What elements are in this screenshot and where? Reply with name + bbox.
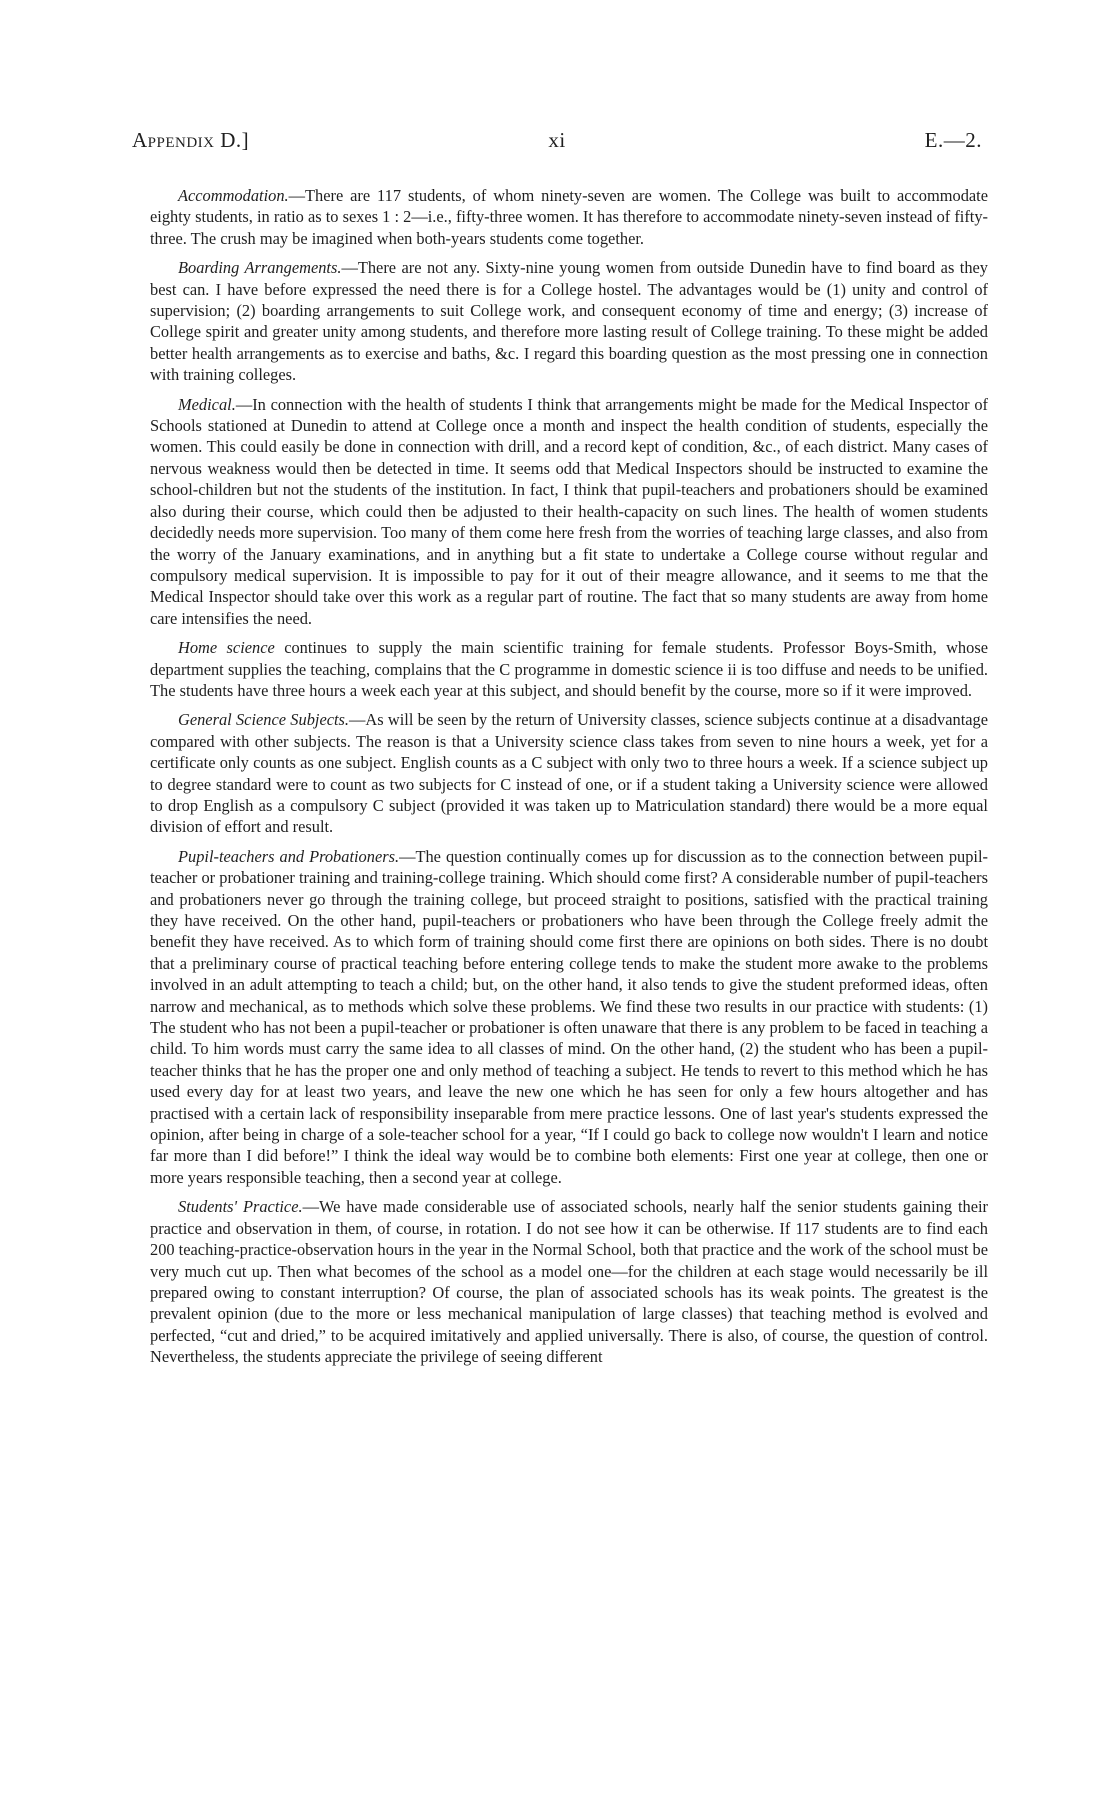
- header-reference: E.—2.: [924, 128, 982, 152]
- paragraph-medical: [150, 394, 988, 629]
- header-appendix: Appendix D.]: [132, 128, 250, 152]
- paragraph-heading: Pupil-teachers and Probationers.: [178, 846, 400, 866]
- paragraph-text: —We have made considerable use of associated schools, nearly half the senior students gaining their practice and observation in them, of course, in rotation. I do not see how it can be otherwise. If 117 students are to find each 200 teaching-practice-observation hours in the year in the Normal School, both that practice and the work of the school must be very much cut up. Then what becomes of the school as a model one—for the children at each stage would necessarily be ill prepared owing to constant interruption? Of course, the plan of associated schools has its weak points. The greatest is the prevalent opinion (due to the more or less mechanical manipulation of large classes) that teaching method is evolved and perfected, “cut and dried,” to be acquired imitatively and applied universally. There is also, of course, the question of control. Nevertheless, the students appreciate the privilege of seeing different: [150, 1197, 988, 1367]
- paragraph-text: —In connection with the health of students I think that arrangements might be made for the Medical Inspector of Schools stationed at Dunedin to attend at College once a month and inspect the health condition of students, especially the women. This could easily be done in connection with drill, and a record kept of condition, &c., of each district. Many cases of nervous weakness would then be detected in time. It seems odd that Medical Inspectors should be instructed to examine the school-children but not the students of the institution. In fact, I think that pupil-teachers and probationers should be examined also during their course, which could then be adjusted to their health-capacity on such lines. The health of women students decidedly needs more supervision. Too many of them come here fresh from the worries of teaching large classes, and also from the worry of the January examinations, and in anything but a fit state to undertake a College course without regular and compulsory medical supervision. It is impossible to pay for it out of their meagre allowance, and it seems to me that the Medical Inspector should take over this work as a regular part of routine. The fact that so many students are away from home care intensifies the need.: [150, 394, 988, 628]
- paragraph-text: —There are not any. Sixty-nine young women from outside Dunedin have to find board as they best can. I have before expressed the need there is for a College hostel. The advantages would be (1) unity and control of supervision; (2) boarding arrangements to suit College work, and consequent economy of time and energy; (3) increase of College spirit and greater unity among students, and therefore more lasting result of College training. To these might be added better health arrangements as to exercise and baths, &c. I regard this boarding question as the most pressing one in connection with training colleges.: [150, 258, 988, 385]
- paragraph-home-science: [150, 637, 988, 701]
- page-header: [132, 128, 982, 162]
- paragraph-students-practice: [150, 1196, 988, 1367]
- paragraph-heading: Boarding Arrangements.: [178, 258, 342, 278]
- paragraph-pupil-teachers: [150, 846, 988, 1189]
- paragraph-text: —The question continually comes up for discussion as to the connection between pupil-teacher or probationer training and training-college training. Which should come first? A considerable number of pupil-teachers and probationers never go through the training college, but proceed straight to positions, satisfied with the practical training they have received. On the other hand, pupil-teachers or probationers who have been through the College freely admit the benefit they have received. As to which form of training should come first there are opinions on both sides. There is no doubt that a preliminary course of practical teaching before entering college tends to make the student more awake to the problems involved in an adult attempting to teach a child; but, on the other hand, it also tends to give the student preformed ideas, often narrow and mechanical, as to methods which solve these problems. We find these two results in our practice with students: (1) The student who has not been a pupil-teacher or probationer is often unaware that there is any problem to be faced in teaching a child. To him words must carry the same idea to all classes of mind. On the other hand, (2) the student who has been a pupil-teacher thinks that he has the proper one and only method of teaching a subject. He tends to revert to this method which he has used every day for at least two years, and leave the new one which he has seen for only a few hours altogether and has practised with a certain lack of responsibility inseparable from mere practice lessons. One of last year's students expressed the opinion, after being in charge of a sole-teacher school for a year, “If I could go back to college now wouldn't I learn and notice far more than I did before!” I think the ideal way would be to combine both elements: First one year at college, then one or more years responsible teaching, then a second year at college.: [150, 846, 988, 1187]
- paragraph-heading: Students' Practice.: [178, 1197, 303, 1217]
- paragraph-heading: General Science Subjects.: [178, 710, 350, 730]
- paragraph-heading: Home science: [178, 638, 275, 658]
- header-page-number: xi: [548, 128, 566, 152]
- paragraph-text: —There are 117 students, of whom ninety-seven are women. The College was built to accommodate eighty students, in ratio as to sexes 1 : 2—i.e., fifty-three women. It has therefore to accommodate ninety-seven instead of fifty-three. The crush may be imagined when both-years students come together.: [150, 186, 988, 248]
- paragraph-general-science: [150, 709, 988, 837]
- paragraph-heading: Accommodation.: [178, 186, 289, 205]
- paragraph-boarding: [150, 257, 988, 385]
- paragraph-accommodation: [150, 185, 988, 249]
- paragraph-text: continues to supply the main scientific training for female students. Professor Boys-Smith, whose department supplies the teaching, complains that the C programme in domestic science ii is too diffuse and needs to be unified. The students have three hours a week each year at this subject, and should benefit by the course, more so if it were improved.: [150, 638, 988, 700]
- document-body: [150, 185, 988, 1376]
- paragraph-text: —As will be seen by the return of University classes, science subjects continue at a disadvantage compared with other subjects. The reason is that a University science class takes from seven to nine hours a week, yet for a certificate only counts as one subject. English counts as a C subject with only two to three hours a week. If a science subject up to degree standard were to count as two subjects for C instead of one, or if a student taking a University science were allowed to drop English as a compulsory C subject (provided it was taken up to Matriculation standard) there would be a more equal division of effort and result.: [150, 710, 988, 837]
- paragraph-heading: Medical.: [178, 394, 236, 414]
